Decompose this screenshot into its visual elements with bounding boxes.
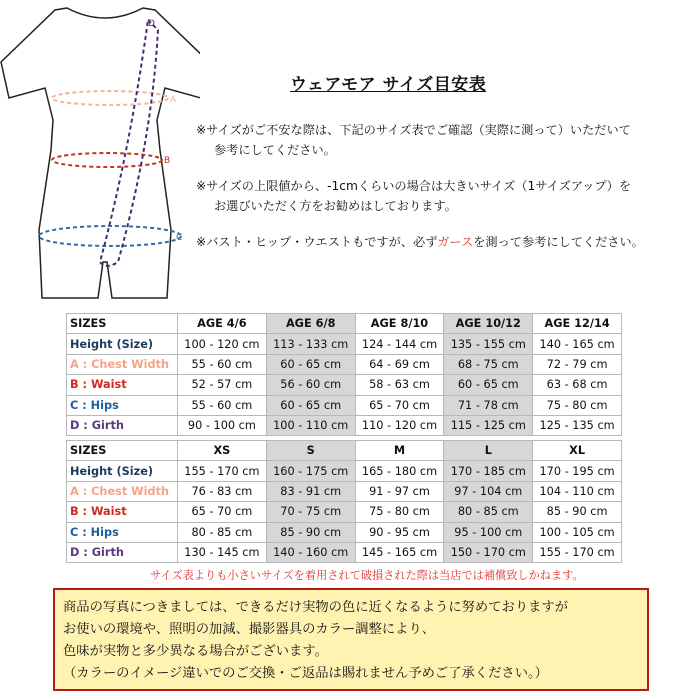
table-cell: 75 - 80 cm — [533, 395, 622, 415]
notice-line-2: お使いの環境や、照明の加減、撮影器具のカラー調整により、 — [63, 622, 436, 637]
girth-measure-line — [100, 20, 158, 266]
table-cell: 65 - 70 cm — [355, 395, 444, 415]
wetsuit-diagram — [0, 0, 200, 300]
notice-line-3: 色味が実物と多少異なる場合がございます。 — [63, 644, 328, 659]
notice-line-4: （カラーのイメージ違いでのご交換・ご返品は賜れません予めご了承ください。） — [63, 666, 548, 681]
table-cell: 75 - 80 cm — [355, 502, 444, 522]
table-cell: 90 - 100 cm — [178, 415, 267, 435]
table-cell: 60 - 65 cm — [266, 395, 355, 415]
header-size-4: L — [444, 441, 533, 461]
hips-measure-line — [39, 226, 181, 246]
table-row-height — [67, 334, 622, 354]
table-row-chest-width — [67, 354, 622, 374]
table-cell: 145 - 165 cm — [355, 542, 444, 562]
table-row-hips — [67, 522, 622, 542]
header-size-2: S — [266, 441, 355, 461]
label-c: C — [176, 233, 183, 243]
header-size-4: AGE 10/12 — [444, 314, 533, 334]
table-row-height — [67, 461, 622, 481]
table-cell: 165 - 180 cm — [355, 461, 444, 481]
table-cell: 52 - 57 cm — [178, 375, 267, 395]
table-row-waist — [67, 502, 622, 522]
note-1-line-2: 参考にしてください。 — [214, 143, 336, 157]
table-row-girth — [67, 415, 622, 435]
note-1-line-1: ※サイズがご不安な際は、下記のサイズ表でご確認（実際に測って）いただいて — [196, 123, 631, 137]
row-label: D : Girth — [67, 542, 178, 562]
table-cell: 130 - 145 cm — [178, 542, 267, 562]
table-cell: 110 - 120 cm — [355, 415, 444, 435]
table-cell: 80 - 85 cm — [444, 502, 533, 522]
note-3 — [196, 232, 696, 252]
header-size-1: XS — [178, 441, 267, 461]
table-cell: 100 - 120 cm — [178, 334, 267, 354]
header-size-2: AGE 6/8 — [266, 314, 355, 334]
size-notes — [196, 120, 696, 268]
table-row-chest-width — [67, 481, 622, 501]
table-cell: 63 - 68 cm — [533, 375, 622, 395]
waist-measure-line — [52, 153, 162, 167]
row-label: Height (Size) — [67, 334, 178, 354]
label-d: D — [148, 19, 155, 29]
header-size-3: M — [355, 441, 444, 461]
table-cell: 115 - 125 cm — [444, 415, 533, 435]
row-label: A : Chest Width — [67, 481, 178, 501]
table-cell: 76 - 83 cm — [178, 481, 267, 501]
table-cell: 160 - 175 cm — [266, 461, 355, 481]
table-cell: 170 - 185 cm — [444, 461, 533, 481]
table-cell: 90 - 95 cm — [355, 522, 444, 542]
note-2-line-2: お選びいただく方をお勧めはしております。 — [214, 199, 457, 213]
row-label: C : Hips — [67, 395, 178, 415]
table-cell: 70 - 75 cm — [266, 502, 355, 522]
row-label: B : Waist — [67, 502, 178, 522]
table-cell: 60 - 65 cm — [266, 354, 355, 374]
row-label: A : Chest Width — [67, 354, 178, 374]
note-2-line-1: ※サイズの上限値から、-1cmくらいの場合は大きいサイズ（1サイズアップ）を — [196, 179, 632, 193]
label-a: A — [170, 95, 177, 105]
table-cell: 60 - 65 cm — [444, 375, 533, 395]
table-cell: 64 - 69 cm — [355, 354, 444, 374]
note-2 — [196, 176, 696, 216]
row-label: D : Girth — [67, 415, 178, 435]
table-cell: 125 - 135 cm — [533, 415, 622, 435]
table-header-row — [67, 314, 622, 334]
table-cell: 150 - 170 cm — [444, 542, 533, 562]
table-cell: 140 - 160 cm — [266, 542, 355, 562]
color-notice-box — [53, 588, 649, 691]
table-cell: 85 - 90 cm — [266, 522, 355, 542]
header-sizes: SIZES — [67, 441, 178, 461]
table-row-hips — [67, 395, 622, 415]
notice-line-1: 商品の写真につきましては、できるだけ実物の色に近くなるように努めておりますが — [63, 600, 569, 615]
row-label: B : Waist — [67, 375, 178, 395]
table-cell: 80 - 85 cm — [178, 522, 267, 542]
damage-warning: サイズ表よりも小さいサイズを着用されて破損された際は当店では補償致しかねます。 — [150, 569, 584, 582]
header-sizes: SIZES — [67, 314, 178, 334]
table-cell: 140 - 165 cm — [533, 334, 622, 354]
table-cell: 100 - 110 cm — [266, 415, 355, 435]
table-row-girth — [67, 542, 622, 562]
row-label: Height (Size) — [67, 461, 178, 481]
kids-size-table — [66, 313, 622, 436]
note-3-prefix: ※バスト・ヒップ・ウエストもですが、必ず — [196, 235, 438, 249]
table-cell: 55 - 60 cm — [178, 395, 267, 415]
table-cell: 100 - 105 cm — [533, 522, 622, 542]
table-cell: 113 - 133 cm — [266, 334, 355, 354]
page-title: ウェアモア サイズ目安表 — [290, 75, 487, 95]
header-size-3: AGE 8/10 — [355, 314, 444, 334]
header-size-1: AGE 4/6 — [178, 314, 267, 334]
table-cell: 83 - 91 cm — [266, 481, 355, 501]
table-cell: 68 - 75 cm — [444, 354, 533, 374]
table-cell: 72 - 79 cm — [533, 354, 622, 374]
table-cell: 170 - 195 cm — [533, 461, 622, 481]
note-3-highlight: ガース — [437, 235, 474, 249]
table-cell: 58 - 63 cm — [355, 375, 444, 395]
header-size-5: XL — [533, 441, 622, 461]
row-label: C : Hips — [67, 522, 178, 542]
table-cell: 124 - 144 cm — [355, 334, 444, 354]
table-cell: 155 - 170 cm — [178, 461, 267, 481]
table-cell: 95 - 100 cm — [444, 522, 533, 542]
table-cell: 155 - 170 cm — [533, 542, 622, 562]
table-cell: 104 - 110 cm — [533, 481, 622, 501]
note-3-suffix: を測って参考にしてください。 — [473, 235, 644, 249]
table-cell: 85 - 90 cm — [533, 502, 622, 522]
label-b: B — [164, 156, 171, 166]
header-size-5: AGE 12/14 — [533, 314, 622, 334]
note-1 — [196, 120, 696, 160]
adult-size-table — [66, 440, 622, 563]
table-cell: 97 - 104 cm — [444, 481, 533, 501]
table-row-waist — [67, 375, 622, 395]
table-cell: 71 - 78 cm — [444, 395, 533, 415]
table-cell: 65 - 70 cm — [178, 502, 267, 522]
table-cell: 56 - 60 cm — [266, 375, 355, 395]
table-header-row — [67, 441, 622, 461]
table-cell: 135 - 155 cm — [444, 334, 533, 354]
table-cell: 91 - 97 cm — [355, 481, 444, 501]
table-cell: 55 - 60 cm — [178, 354, 267, 374]
